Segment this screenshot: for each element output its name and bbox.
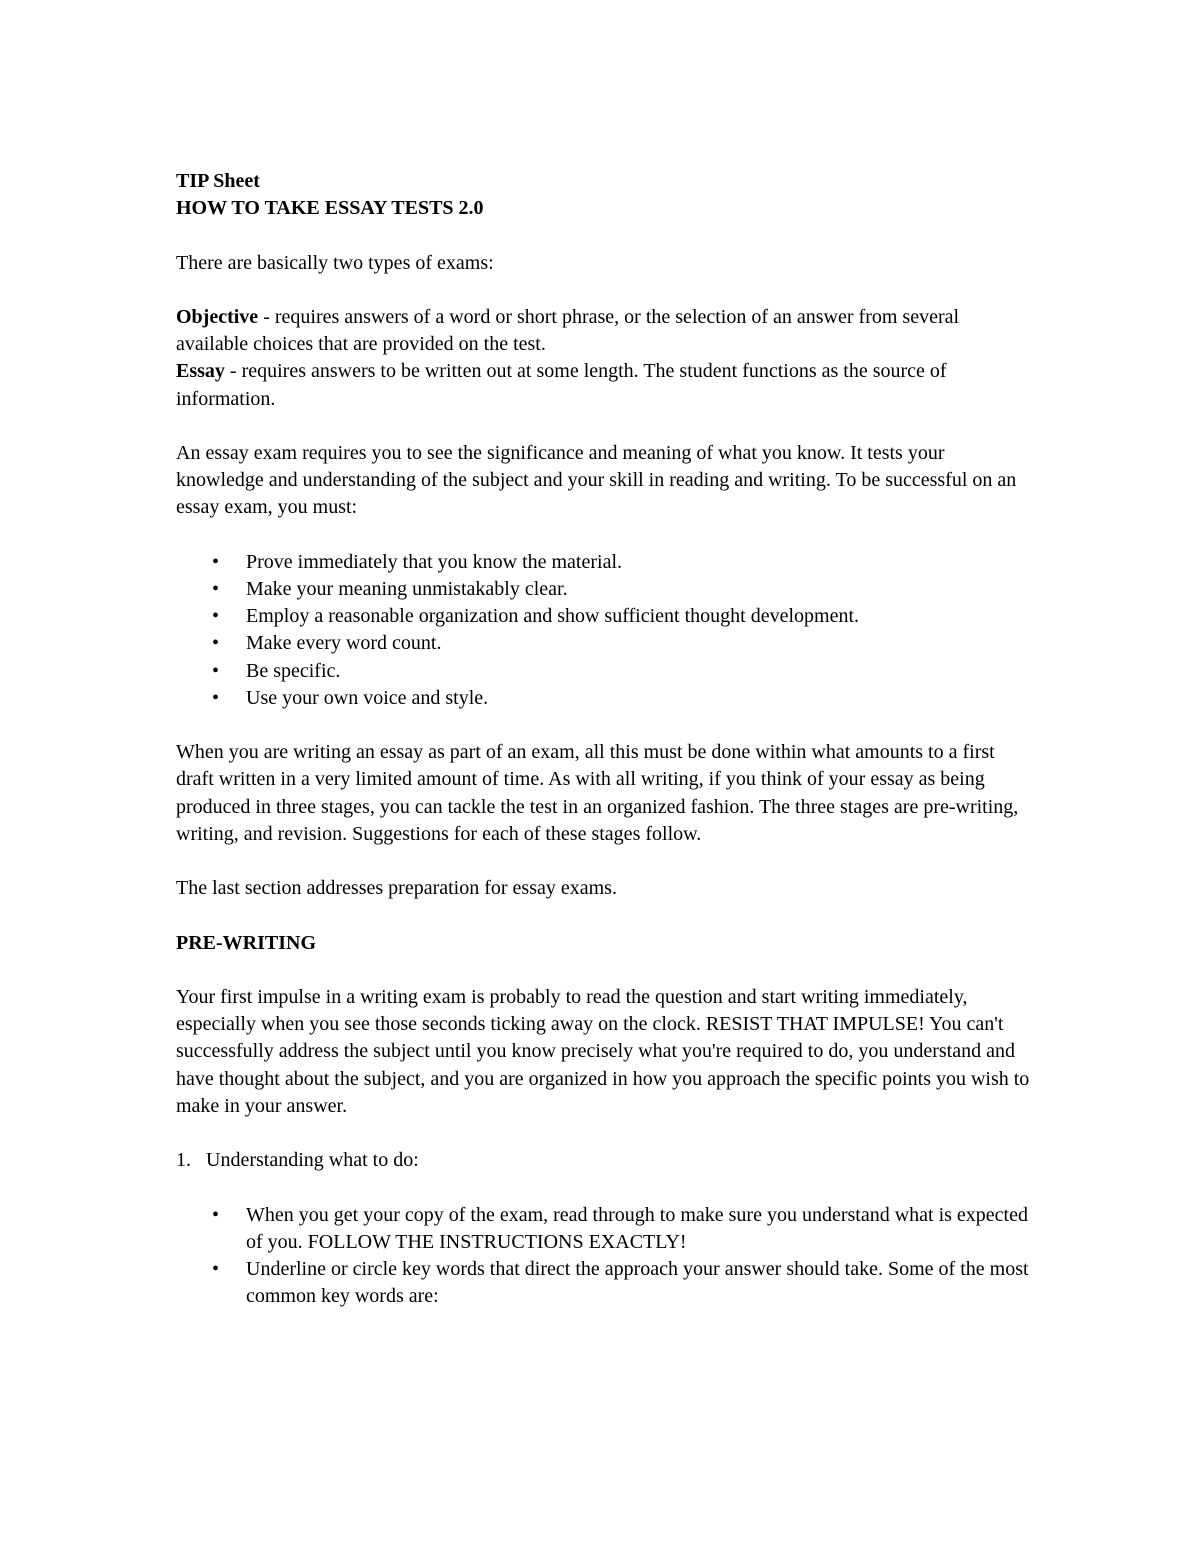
requirements-list [176, 549, 1036, 712]
list-item [176, 1202, 1036, 1256]
intro-paragraph: There are basically two types of exams: [176, 251, 494, 274]
step-label: Understanding what to do: [206, 1149, 419, 1172]
spacer [176, 957, 1036, 984]
type-definition-essay [176, 358, 1036, 412]
type-definition-objective [176, 304, 1036, 358]
bullet-icon: • [212, 1203, 220, 1226]
list-item [176, 576, 1036, 603]
spacer [176, 1120, 1036, 1147]
list-item-text: Underline or circle key words that direct the approach your answer should take. Some of the most common key words are: [246, 1257, 1029, 1308]
numbered-step [176, 1147, 1036, 1174]
spacer [176, 222, 1036, 249]
step-bullets-list [176, 1202, 1036, 1311]
type-description: - requires answers to be written out at some length. The student functions as the source of information. [176, 360, 947, 410]
step-number: 1. [176, 1149, 191, 1172]
spacer [176, 413, 1036, 440]
bullet-icon: • [212, 1257, 220, 1280]
bullet-icon: • [212, 577, 220, 600]
spacer [176, 902, 1036, 929]
spacer [176, 277, 1036, 304]
type-term: Essay [176, 360, 225, 383]
spacer [176, 1174, 1036, 1201]
doc-title: HOW TO TAKE ESSAY TESTS 2.0 [176, 197, 484, 220]
list-item-text: Make every word count. [246, 632, 442, 655]
list-item-text: Use your own voice and style. [246, 686, 489, 709]
list-item-text: Employ a reasonable organization and show sufficient thought development. [246, 605, 859, 628]
list-item-text: Make your meaning unmistakably clear. [246, 577, 568, 600]
last-section-paragraph: The last section addresses preparation for essay exams. [176, 877, 617, 900]
list-item [176, 1256, 1036, 1310]
section-heading-prewriting: PRE-WRITING [176, 931, 317, 954]
document-page [176, 168, 1036, 1310]
spacer [176, 712, 1036, 739]
bullet-icon: • [212, 550, 220, 573]
type-term: Objective [176, 305, 259, 328]
bullet-icon: • [212, 632, 220, 655]
doc-label: TIP Sheet [176, 170, 260, 192]
prewriting-paragraph: Your first impulse in a writing exam is probably to read the question and start writing immediately, especially when you see those seconds ticking away on the clock. RESIST THAT IMPULSE! You can't successfully address the subject until you know precisely what you're required to do, you understand and have thought about the subject, and you are organized in how you approach the specific points you wish to make in your answer. [176, 985, 1030, 1117]
bullet-icon: • [212, 686, 220, 709]
bullet-icon: • [212, 659, 220, 682]
type-description: - requires answers of a word or short phrase, or the selection of an answer from several available choices that are provided on the test. [176, 305, 960, 356]
bullet-icon: • [212, 605, 220, 628]
list-item-text: Prove immediately that you know the material. [246, 550, 623, 573]
stages-paragraph: When you are writing an essay as part of an exam, all this must be done within what amounts to a first draft written in a very limited amount of time. As with all writing, if you think of your essay as being produced in three stages, you can tackle the test in an organized fashion. The three stages are pre-writing, writing, and revision. Suggestions for each of these stages follow. [176, 741, 1019, 845]
list-item-text: When you get your copy of the exam, read through to make sure you understand what is expected of you. FOLLOW THE INSTRUCTIONS EXACTLY! [246, 1203, 1028, 1253]
list-item [176, 603, 1036, 630]
list-item [176, 685, 1036, 712]
essay-exam-paragraph: An essay exam requires you to see the significance and meaning of what you know. It tests your knowledge and understanding of the subject and your skill in reading and writing. To be successful on an essay exam, you must: [176, 441, 1017, 519]
spacer [176, 522, 1036, 549]
list-item [176, 549, 1036, 576]
list-item [176, 630, 1036, 657]
list-item [176, 658, 1036, 685]
spacer [176, 848, 1036, 875]
list-item-text: Be specific. [246, 659, 341, 682]
